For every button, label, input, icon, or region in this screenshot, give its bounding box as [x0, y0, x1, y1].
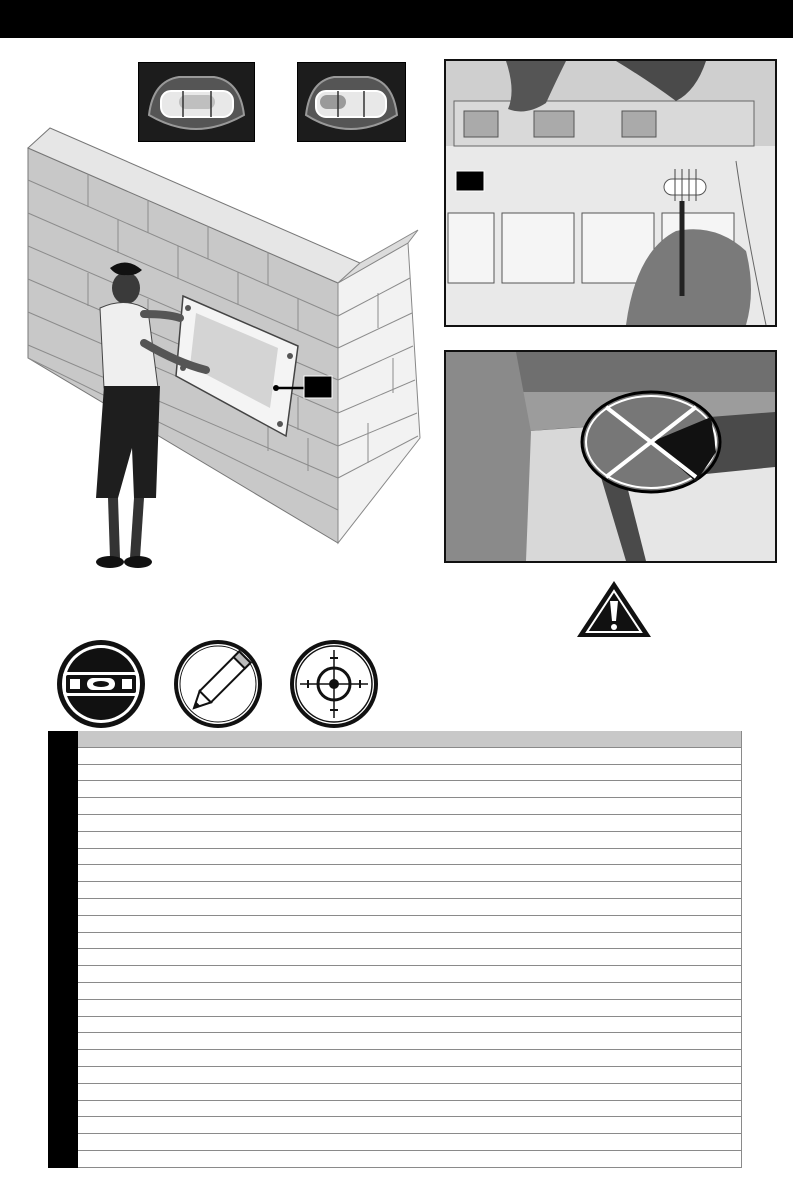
row-text-cell: [78, 982, 742, 999]
table-row: [48, 865, 742, 882]
steps-table: [48, 731, 742, 1168]
row-text-cell: [78, 731, 742, 747]
row-number-cell: [48, 999, 78, 1016]
table-row: [48, 999, 742, 1016]
table-row: [48, 1033, 742, 1050]
row-number-cell: [48, 865, 78, 882]
table-row: [48, 747, 742, 764]
row-number-cell: [48, 966, 78, 983]
wall-installation-illustration: [8, 118, 428, 578]
row-text-cell: [78, 831, 742, 848]
row-number-cell: [48, 1050, 78, 1067]
table-row: [48, 831, 742, 848]
row-text-cell: [78, 798, 742, 815]
row-number-cell: [48, 982, 78, 999]
row-number-cell: [48, 747, 78, 764]
table-row: [48, 848, 742, 865]
row-number-cell: [48, 915, 78, 932]
row-number-cell: [48, 798, 78, 815]
row-number-cell: [48, 848, 78, 865]
row-number-cell: [48, 1150, 78, 1167]
corner-detail-photo: [444, 350, 777, 563]
row-number-cell: [48, 1033, 78, 1050]
row-text-cell: [78, 932, 742, 949]
row-text-cell: [78, 781, 742, 798]
table-row: [48, 932, 742, 949]
table-row: [48, 898, 742, 915]
row-text-cell: [78, 1117, 742, 1134]
row-text-cell: [78, 764, 742, 781]
table-row: [48, 1050, 742, 1067]
row-number-cell: [48, 882, 78, 899]
table-row: [48, 764, 742, 781]
pencil-marking-photo: [444, 59, 777, 327]
row-text-cell: [78, 966, 742, 983]
row-text-cell: [78, 1100, 742, 1117]
row-text-cell: [78, 1083, 742, 1100]
row-text-cell: [78, 949, 742, 966]
row-text-cell: [78, 1033, 742, 1050]
table-row: [48, 966, 742, 983]
warning-icon: [573, 577, 655, 641]
table-row: [48, 781, 742, 798]
row-number-cell: [48, 1117, 78, 1134]
level-icon: [55, 638, 147, 730]
table-row: [48, 1083, 742, 1100]
row-text-cell: [78, 1150, 742, 1167]
row-text-cell: [78, 865, 742, 882]
row-number-cell: [48, 1100, 78, 1117]
row-number-cell: [48, 814, 78, 831]
row-text-cell: [78, 848, 742, 865]
row-number-cell: [48, 1134, 78, 1151]
table-row: [48, 1066, 742, 1083]
row-number-cell: [48, 831, 78, 848]
row-text-cell: [78, 1016, 742, 1033]
table-row: [48, 915, 742, 932]
row-number-cell: [48, 898, 78, 915]
table-row: [48, 882, 742, 899]
header-bar: [0, 0, 793, 38]
table-row: [48, 798, 742, 815]
row-text-cell: [78, 882, 742, 899]
row-text-cell: [78, 814, 742, 831]
row-number-cell: [48, 1016, 78, 1033]
row-text-cell: [78, 747, 742, 764]
row-text-cell: [78, 1134, 742, 1151]
table-row: [48, 1150, 742, 1167]
row-number-cell: [48, 781, 78, 798]
table-row: [48, 1016, 742, 1033]
row-number-cell: [48, 1066, 78, 1083]
row-number-cell: [48, 949, 78, 966]
row-text-cell: [78, 999, 742, 1016]
row-text-cell: [78, 915, 742, 932]
pencil-icon: [172, 638, 264, 730]
target-icon: [288, 638, 380, 730]
row-number-cell: [48, 731, 78, 747]
row-number-cell: [48, 764, 78, 781]
table-row: [48, 982, 742, 999]
row-text-cell: [78, 1050, 742, 1067]
table-row: [48, 814, 742, 831]
table-row: [48, 949, 742, 966]
table-row: [48, 1134, 742, 1151]
row-number-cell: [48, 932, 78, 949]
row-text-cell: [78, 898, 742, 915]
table-row: [48, 1117, 742, 1134]
row-number-cell: [48, 1083, 78, 1100]
row-text-cell: [78, 1066, 742, 1083]
table-row: [48, 731, 742, 747]
table-row: [48, 1100, 742, 1117]
